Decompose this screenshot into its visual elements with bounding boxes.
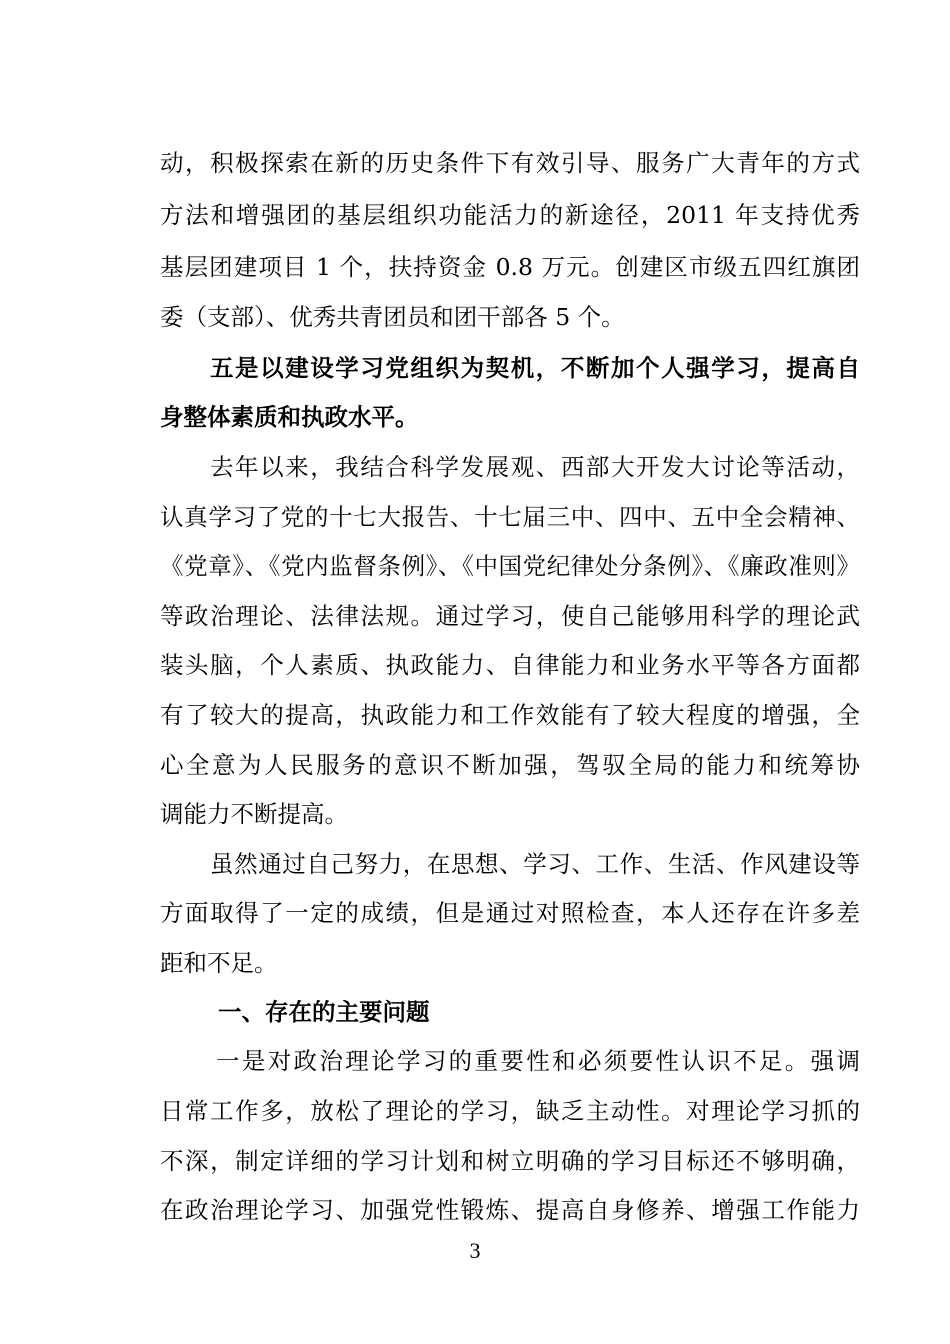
page-number: 3 <box>469 1238 481 1263</box>
paragraph-line: 装头脑，个人素质、执政能力、自律能力和业务水平等各方面都 <box>160 651 860 679</box>
paragraph-line: 动，积极探索在新的历史条件下有效引导、服务广大青年的方式 <box>160 149 860 177</box>
paragraph-line: 方法和增强团的基层组织功能活力的新途径，2011 年支持优秀 <box>160 201 860 229</box>
paragraph-line: 日常工作多，放松了理论的学习，缺乏主动性。对理论学习抓的 <box>160 1097 860 1125</box>
paragraph-line: 认真学习了党的十七大报告、十七届三中、四中、五中全会精神、 <box>160 503 860 531</box>
paragraph-line: 有了较大的提高，执政能力和工作效能有了较大程度的增强，全 <box>160 701 860 729</box>
paragraph-line: 去年以来，我结合科学发展观、西部大开发大讨论等活动， <box>210 453 860 481</box>
section-heading-line: 身整体素质和执政水平。 <box>160 403 419 431</box>
section-heading-line: 五是以建设学习党组织为契机，不断加个人强学习，提高自 <box>210 354 860 382</box>
paragraph-line: 不深，制定详细的学习计划和树立明确的学习目标还不够明确， <box>160 1147 860 1175</box>
paragraph-line: 基层团建项目 1 个，扶持资金 0.8 万元。创建区市级五四红旗团 <box>160 253 860 281</box>
section-title: 一、存在的主要问题 <box>218 998 430 1026</box>
paragraph-line: 虽然通过自己努力，在思想、学习、工作、生活、作风建设等 <box>210 850 860 878</box>
paragraph-line: 《党章》、《党内监督条例》、《中国党纪律处分条例》、《廉政准则》 <box>160 552 860 580</box>
paragraph-line: 心全意为人民服务的意识不断加强，驾驭全局的能力和统筹协 <box>160 751 860 779</box>
paragraph-line: 方面取得了一定的成绩，但是通过对照检查，本人还存在许多差 <box>160 899 860 927</box>
paragraph-line: 调能力不断提高。 <box>160 800 348 828</box>
paragraph-line: 距和不足。 <box>160 949 278 977</box>
paragraph-line: 委（支部）、优秀共青团员和团干部各 5 个。 <box>160 303 625 331</box>
paragraph-line: 在政治理论学习、加强党性锻炼、提高自身修养、增强工作能力 <box>160 1196 860 1224</box>
paragraph-line: 等政治理论、法律法规。通过学习，使自己能够用科学的理论武 <box>160 602 860 630</box>
paragraph-line: 一是对政治理论学习的重要性和必须要性认识不足。强调 <box>216 1047 860 1075</box>
